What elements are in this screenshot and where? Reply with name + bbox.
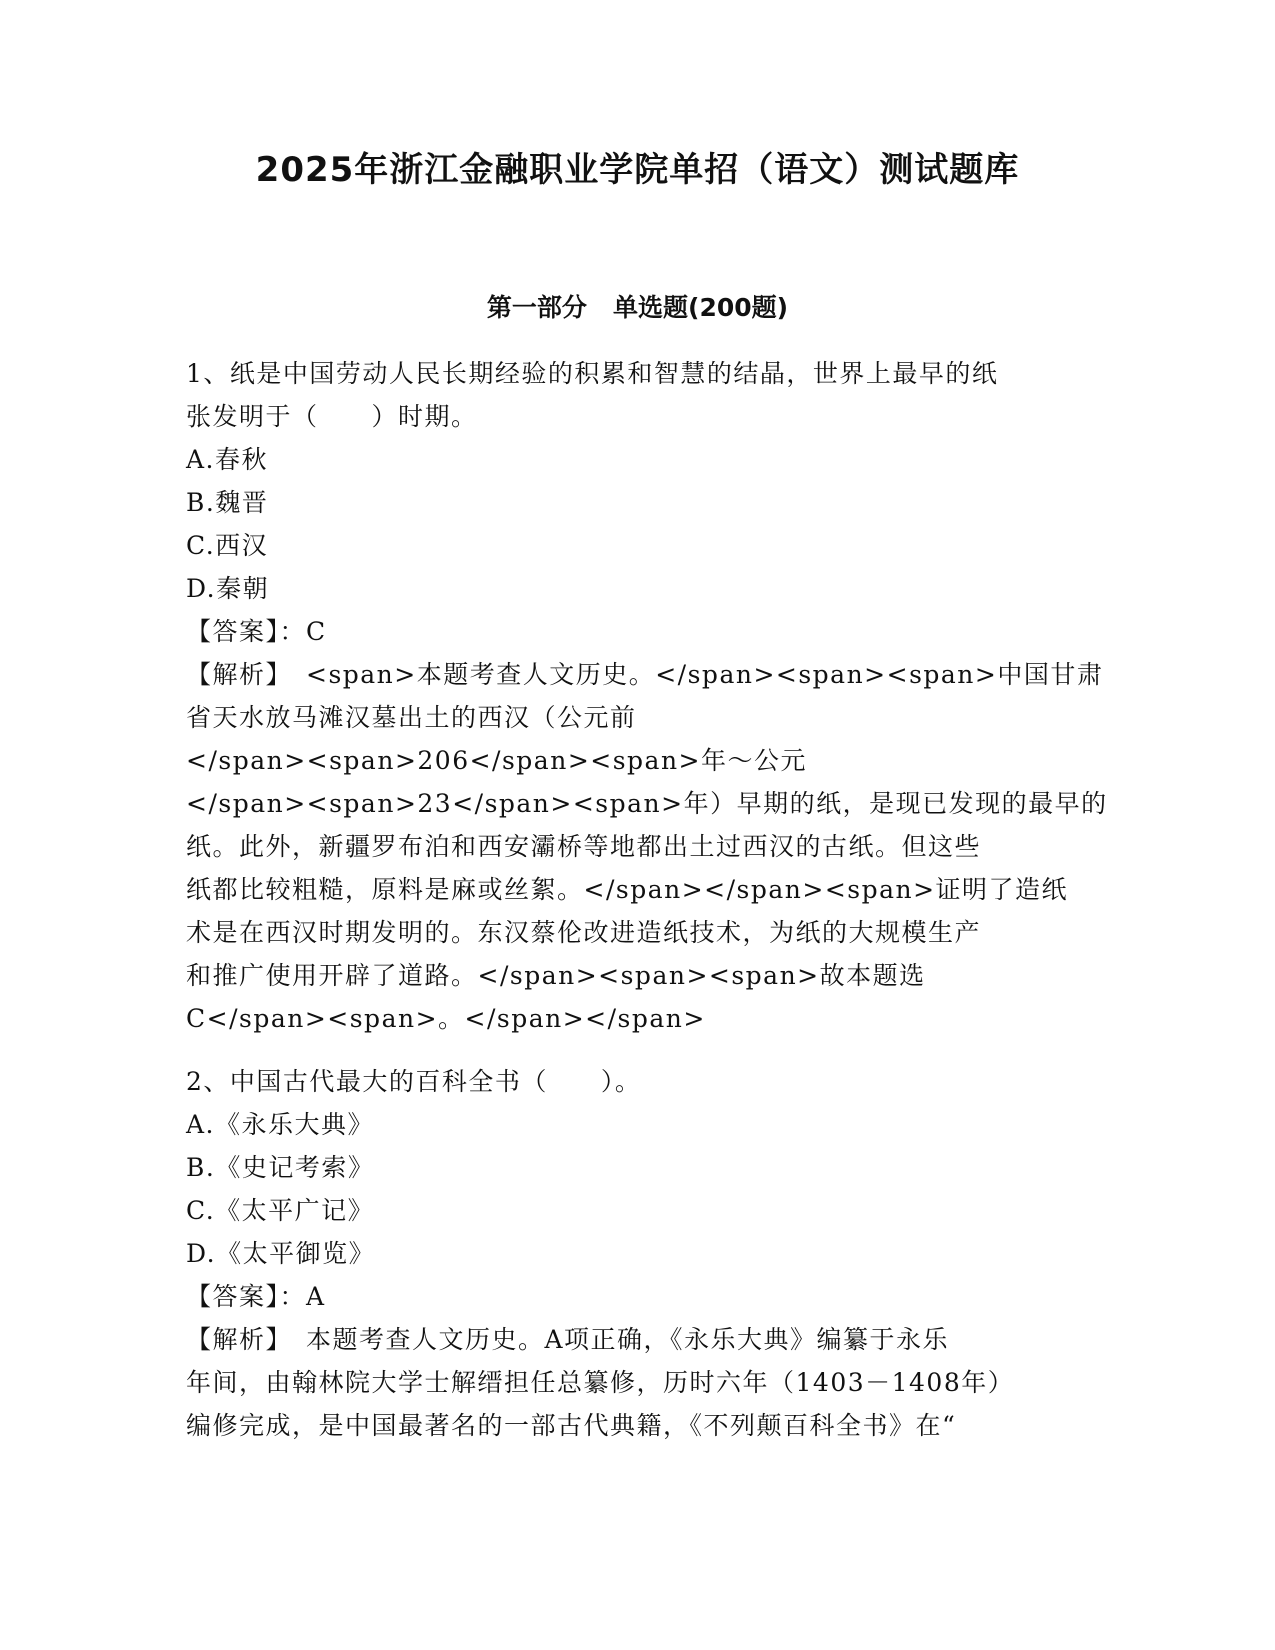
option-a: A.《永乐大典》: [186, 1110, 375, 1139]
question-spacer: [186, 1040, 1086, 1060]
option-c: C.《太平广记》: [186, 1196, 375, 1225]
questions-content: [186, 352, 1108, 1447]
analysis-line: 省天水放马滩汉墓出土的西汉（公元前: [186, 703, 637, 732]
answer-line: 【答案】：C: [186, 617, 327, 646]
document-title: 2025年浙江金融职业学院单招（语文）测试题库: [255, 150, 1020, 190]
analysis-line: </span><span>23</span><span>年）早期的纸，是现已发现的最早的: [186, 789, 1108, 818]
question-stem-line: 1、纸是中国劳动人民长期经验的积累和智慧的结晶，世界上最早的纸: [186, 359, 999, 388]
option-d: D.《太平御览》: [186, 1239, 376, 1268]
option-b: B.魏晋: [186, 488, 269, 517]
analysis-line: 【解析】 <span>本题考查人文历史。</span><span><span>中国甘肃: [186, 660, 1104, 689]
question-block: [186, 1060, 1086, 1447]
analysis-line: 和推广使用开辟了道路。</span><span><span>故本题选: [186, 961, 926, 990]
analysis-line: 年间，由翰林院大学士解缙担任总纂修，历时六年（1403－1408年）: [186, 1368, 1015, 1397]
analysis-line: C</span><span>。</span></span>: [186, 1004, 706, 1033]
analysis-line: 术是在西汉时期发明的。东汉蔡伦改进造纸技术，为纸的大规模生产: [186, 918, 982, 947]
analysis-line: </span><span>206</span><span>年～公元: [186, 746, 807, 775]
option-a: A.春秋: [186, 445, 269, 474]
section-heading: 第一部分 单选题(200题): [486, 293, 789, 322]
analysis-line: 【解析】 本题考查人文历史。A项正确，《永乐大典》编纂于永乐: [186, 1325, 950, 1354]
option-d: D.秦朝: [186, 574, 270, 603]
analysis-line: 纸。此外，新疆罗布泊和西安灞桥等地都出土过西汉的古纸。但这些: [186, 832, 982, 861]
option-c: C.西汉: [186, 531, 269, 560]
answer-line: 【答案】：A: [186, 1282, 326, 1311]
question-block: [186, 352, 1108, 1040]
question-stem-line: 2、中国古代最大的百科全书（ ）。: [186, 1067, 642, 1096]
option-b: B.《史记考索》: [186, 1153, 375, 1182]
analysis-line: 编修完成，是中国最著名的一部古代典籍，《不列颠百科全书》在“: [186, 1411, 957, 1440]
analysis-line: 纸都比较粗糙，原料是麻或丝絮。</span></span><span>证明了造纸: [186, 875, 1069, 904]
question-stem-line: 张发明于（ ）时期。: [186, 402, 478, 431]
